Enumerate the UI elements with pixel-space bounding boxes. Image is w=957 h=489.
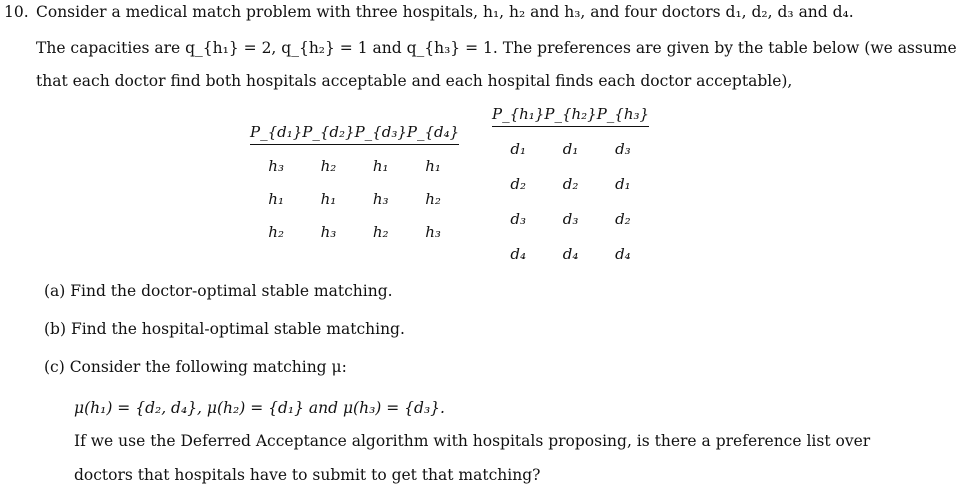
intro-line-3: that each doctor find both hospitals acceptable and each hospital finds each doctor acceptable), — [36, 72, 793, 90]
table-row — [250, 182, 459, 215]
table-cell: d₃ — [615, 139, 631, 158]
table-cell: h₂ — [268, 222, 284, 241]
table-cell: d₂ — [562, 174, 579, 193]
table-row — [492, 201, 649, 236]
intro-line-2: The capacities are q_{h₁} = 2, q_{h₂} = 1 and q_{h₃} = 1. The preferences are given by the table below (we assume — [36, 39, 957, 57]
table-cell: d₃ — [562, 209, 579, 228]
table-cell: d₂ — [615, 209, 631, 228]
part-b: (b) Find the hospital-optimal stable matching. — [44, 320, 405, 338]
table-cell: d₄ — [510, 244, 526, 263]
hospital-preferences-table — [492, 102, 649, 271]
header-cell: P_{h₃} — [596, 105, 650, 123]
header-cell: P_{d₂} — [302, 123, 355, 141]
table-cell: d₃ — [510, 209, 526, 228]
intro-line-1: Consider a medical match problem with three hospitals, h₁, h₂ and h₃, and four doctors d₁, d₂, d₃ and d₄. — [36, 3, 854, 21]
table-cell: h₂ — [425, 189, 441, 208]
table-cell: h₂ — [372, 222, 389, 241]
table-row — [492, 127, 649, 167]
header-cell: P_{h₂} — [544, 105, 597, 123]
table-cell: h₂ — [320, 156, 337, 175]
table-cell: d₁ — [615, 174, 631, 193]
table-cell: h₁ — [425, 156, 441, 175]
table-cell: d₄ — [562, 244, 579, 263]
table-cell: h₃ — [425, 222, 441, 241]
table-cell: h₃ — [268, 156, 284, 175]
header-cell: P_{d₁} — [250, 123, 303, 141]
hospital-preferences-header — [492, 102, 649, 127]
part-c-question-line-1: If we use the Deferred Acceptance algorithm with hospitals proposing, is there a preference list over — [74, 432, 871, 450]
table-row — [250, 215, 459, 248]
table-cell: h₁ — [268, 189, 284, 208]
table-row — [492, 166, 649, 201]
part-a: (a) Find the doctor-optimal stable matching. — [44, 282, 393, 300]
header-cell: P_{h₁} — [492, 105, 545, 123]
part-c: (c) Consider the following matching μ: — [44, 358, 347, 376]
doctor-preferences-table — [250, 120, 459, 248]
table-cell: d₂ — [510, 174, 526, 193]
header-cell: P_{d₃} — [354, 123, 407, 141]
table-cell: d₁ — [562, 139, 579, 158]
part-c-matching: μ(h₁) = {d₂, d₄}, μ(h₂) = {d₁} and μ(h₃) = {d₃}. — [74, 399, 445, 417]
table-cell: h₃ — [320, 222, 337, 241]
table-row — [250, 145, 459, 183]
table-row — [492, 236, 649, 271]
part-c-question-line-2: doctors that hospitals have to submit to get that matching? — [74, 466, 541, 484]
table-cell: h₁ — [372, 156, 389, 175]
table-cell: d₄ — [615, 244, 631, 263]
problem-number: 10. — [4, 3, 29, 21]
table-cell: h₃ — [372, 189, 389, 208]
table-cell: h₁ — [320, 189, 337, 208]
header-cell: P_{d₄} — [406, 123, 460, 141]
doctor-preferences-header — [250, 120, 459, 145]
table-cell: d₁ — [510, 139, 526, 158]
